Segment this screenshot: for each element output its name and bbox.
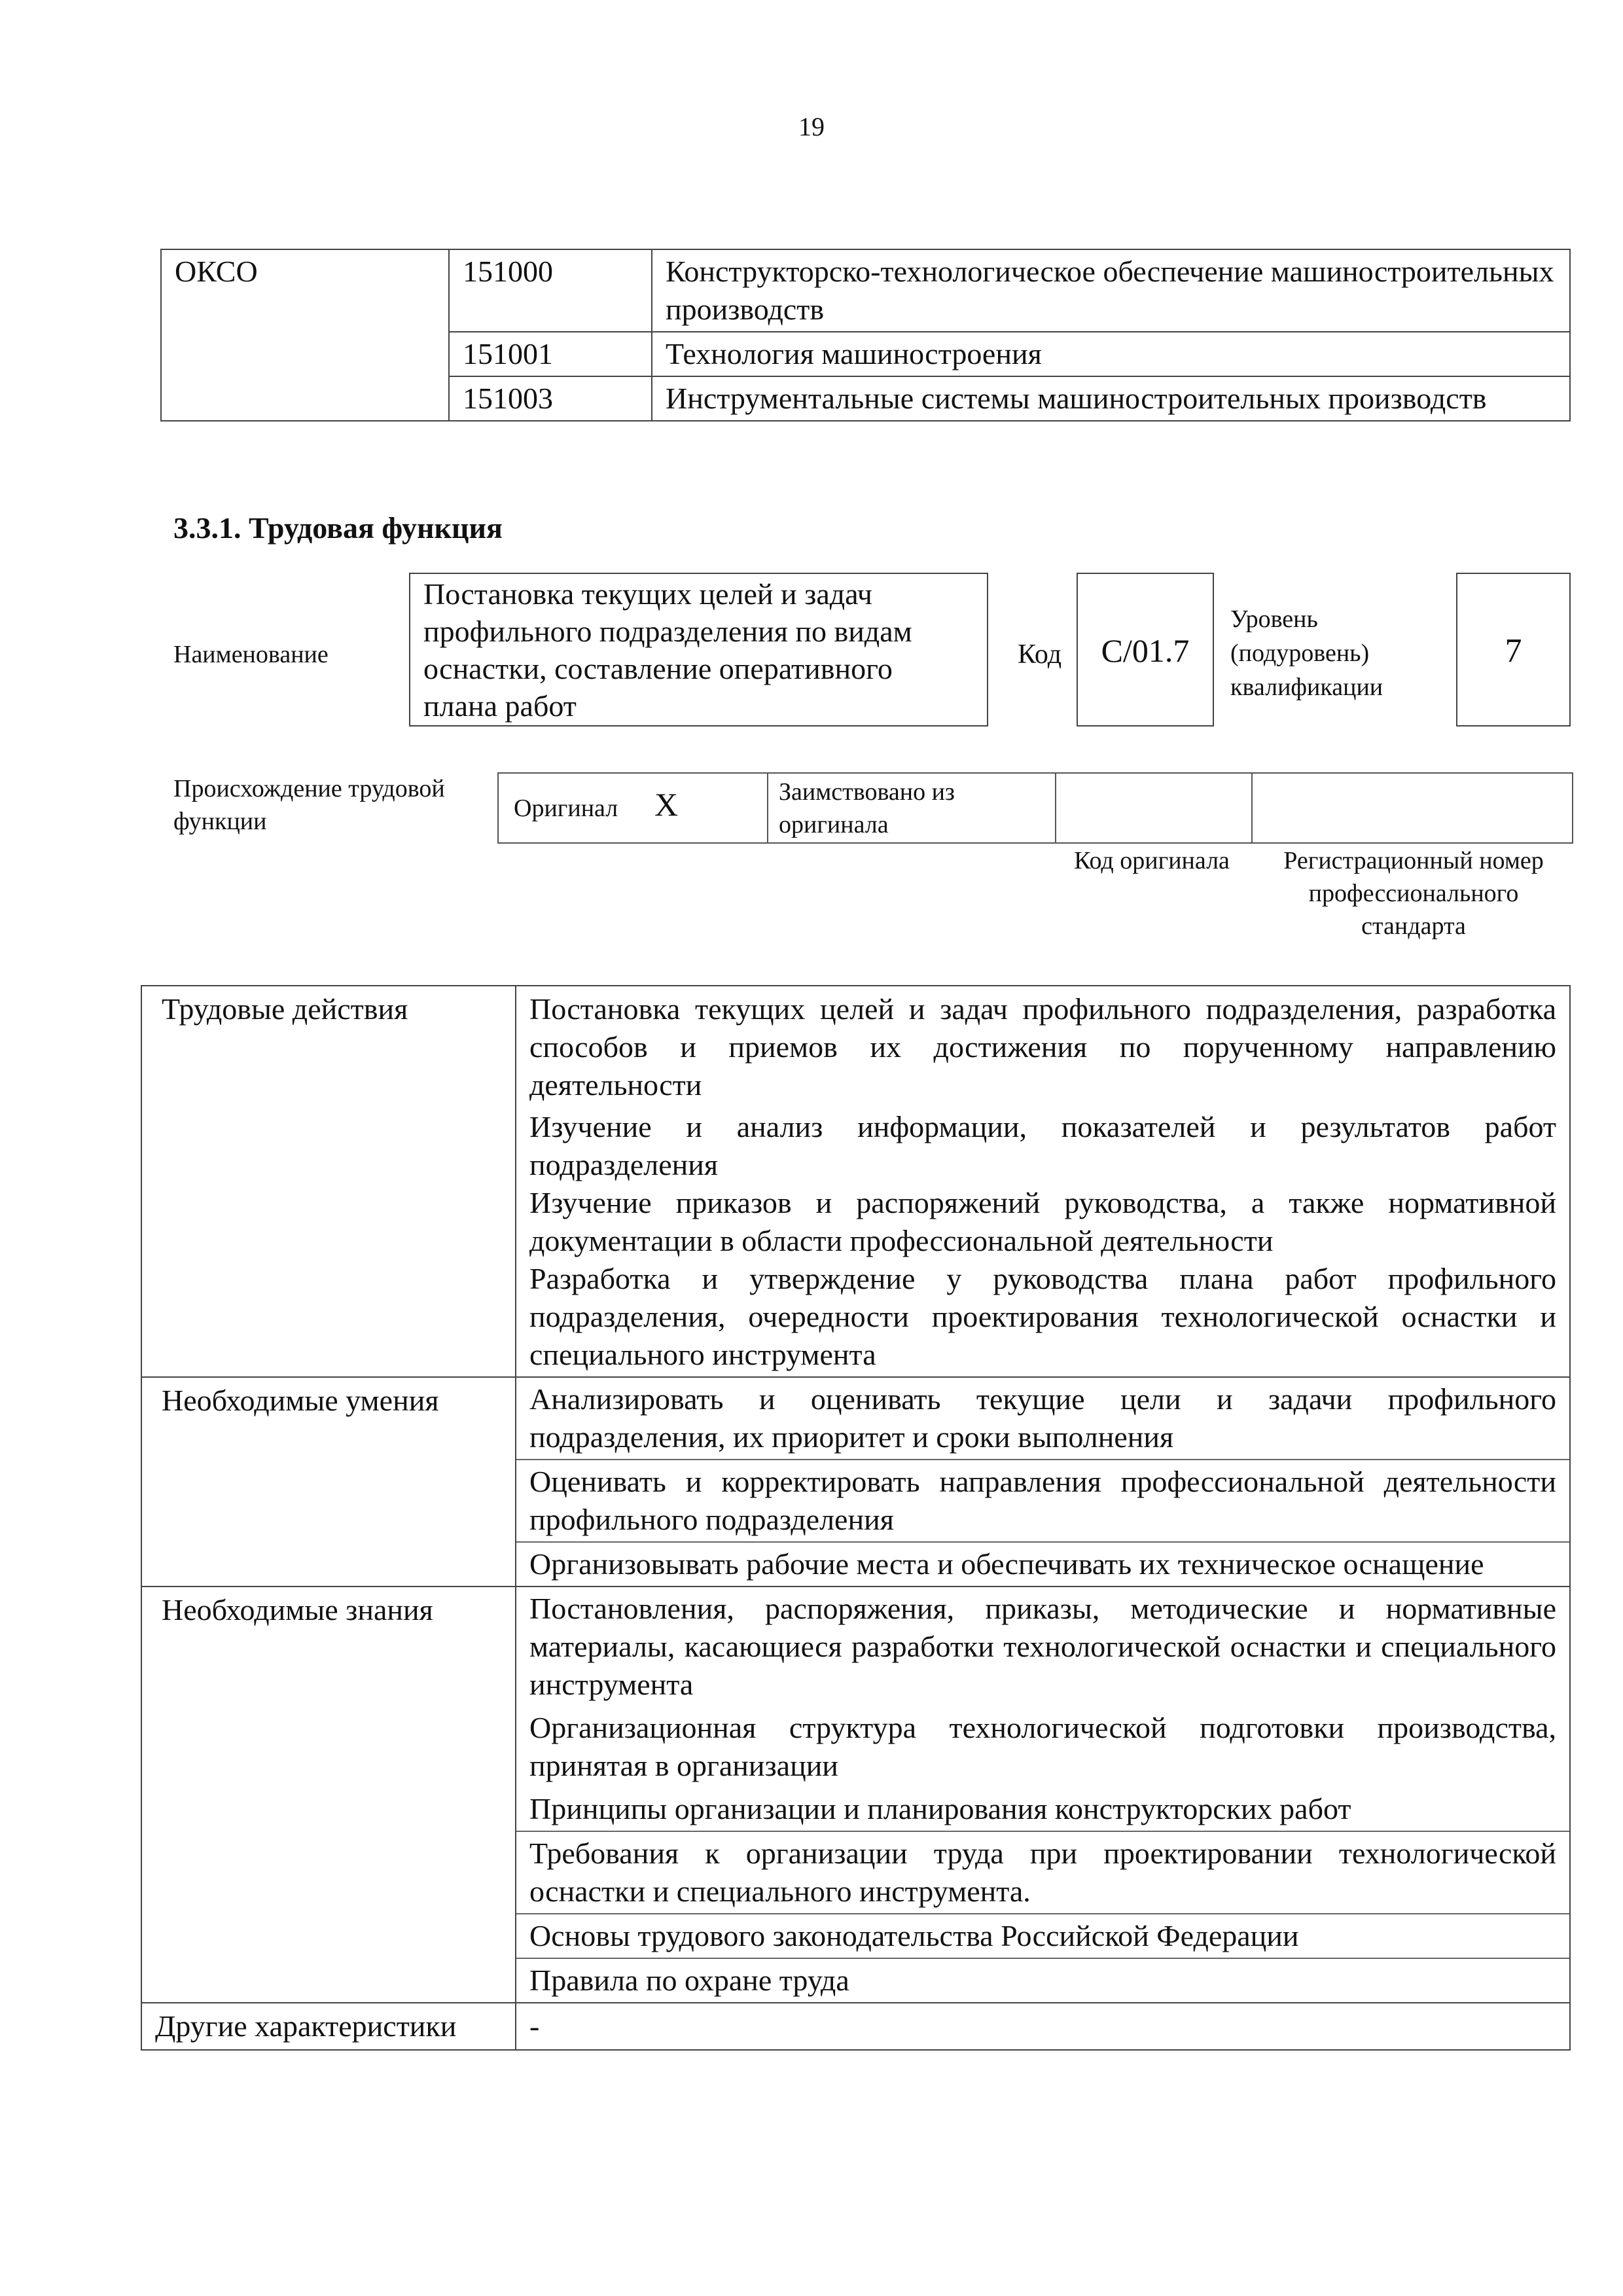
okso-name: Конструкторско-технологическое обеспечение машиностроительных производств [652, 249, 1570, 332]
list-item: Анализировать и оценивать текущие цели и задачи профильного подразделения, их приоритет и сроки выполнения [516, 1378, 1569, 1460]
actions-cell [516, 986, 1570, 1377]
page-number: 19 [798, 112, 825, 141]
okso-label: ОКСО [161, 249, 449, 421]
section-title: 3.3.1. Трудовая функция [173, 511, 503, 545]
origin-label: Происхождение трудовой функции [173, 775, 445, 835]
list-item: Постановления, распоряжения, приказы, методические и нормативные материалы, касающиеся разработки технологической оснастки и специального инструмента [529, 1592, 1556, 1701]
knowledge-label: Необходимые знания [141, 1587, 516, 2003]
level-value-box [1456, 573, 1571, 726]
code-label: Код [1018, 639, 1062, 670]
code-value: C/01.7 [1101, 632, 1190, 669]
original-label: Оригинал [514, 795, 618, 822]
list-item: Разработка и утверждение у руководства плана работ профильного подразделения, очередности проектирования технологической оснастки и специального инструмента [529, 1262, 1556, 1371]
function-name-value: Постановка текущих целей и задач профильного подразделения по видам оснастки, составление оперативного плана работ [423, 577, 912, 723]
other-label: Другие характеристики [141, 2003, 516, 2050]
function-name-box [409, 573, 988, 726]
okso-code: 151000 [449, 249, 652, 332]
okso-code: 151003 [449, 376, 652, 421]
list-item: Организовывать рабочие места и обеспечивать их техническое оснащение [529, 1547, 1484, 1581]
list-item: Основы трудового законодательства Российской Федерации [516, 1914, 1569, 1959]
table-row [141, 986, 1570, 1377]
okso-name: Технология машиностроения [652, 332, 1570, 376]
reg-number-caption: Регистрационный номер профессионального стандарта [1283, 847, 1544, 940]
table-row [141, 1377, 1570, 1587]
okso-table [160, 249, 1571, 422]
table-row [161, 249, 1570, 332]
divider [767, 774, 768, 842]
list-item: Оценивать и корректировать направления профессиональной деятельности профильного подразделения [516, 1460, 1569, 1543]
borrowed-label: Заимствовано из оригинала [779, 778, 955, 838]
list-item: Требования к организации труда при проектировании технологической оснастки и специального инструмента. [516, 1832, 1569, 1914]
list-item: Постановка текущих целей и задач профильного подразделения, разработка способов и приемов их достижения по порученному направлению деятельности [529, 992, 1556, 1102]
other-value: - [516, 2003, 1570, 2050]
skills-label: Необходимые умения [141, 1377, 516, 1587]
code-value-box [1077, 573, 1214, 726]
original-mark: X [654, 786, 679, 823]
code-original-caption: Код оригинала [1074, 847, 1230, 874]
okso-code: 151001 [449, 332, 652, 376]
list-item: Правила по охране труда [529, 1964, 849, 1997]
function-details-table [141, 985, 1571, 2051]
divider [1055, 774, 1056, 842]
list-item: Организационная структура технологической подготовки производства, принятая в организации [529, 1711, 1556, 1782]
level-value: 7 [1505, 632, 1522, 670]
table-row [141, 1587, 1570, 2003]
list-item: Изучение и анализ информации, показателей и результатов работ подразделения [529, 1110, 1556, 1181]
divider [1251, 774, 1253, 842]
knowledge-cell [516, 1587, 1570, 2003]
list-item: Изучение приказов и распоряжений руководства, а также нормативной документации в области профессиональной деятельности [529, 1186, 1556, 1257]
skills-cell [516, 1377, 1570, 1587]
okso-name: Инструментальные системы машиностроительных производств [652, 376, 1570, 421]
table-row [141, 2003, 1570, 2050]
name-label: Наименование [173, 641, 329, 668]
actions-label: Трудовые действия [141, 986, 516, 1377]
level-label: Уровень (подуровень) квалификации [1230, 605, 1383, 701]
list-item: Принципы организации и планирования конструкторских работ [516, 1787, 1569, 1832]
